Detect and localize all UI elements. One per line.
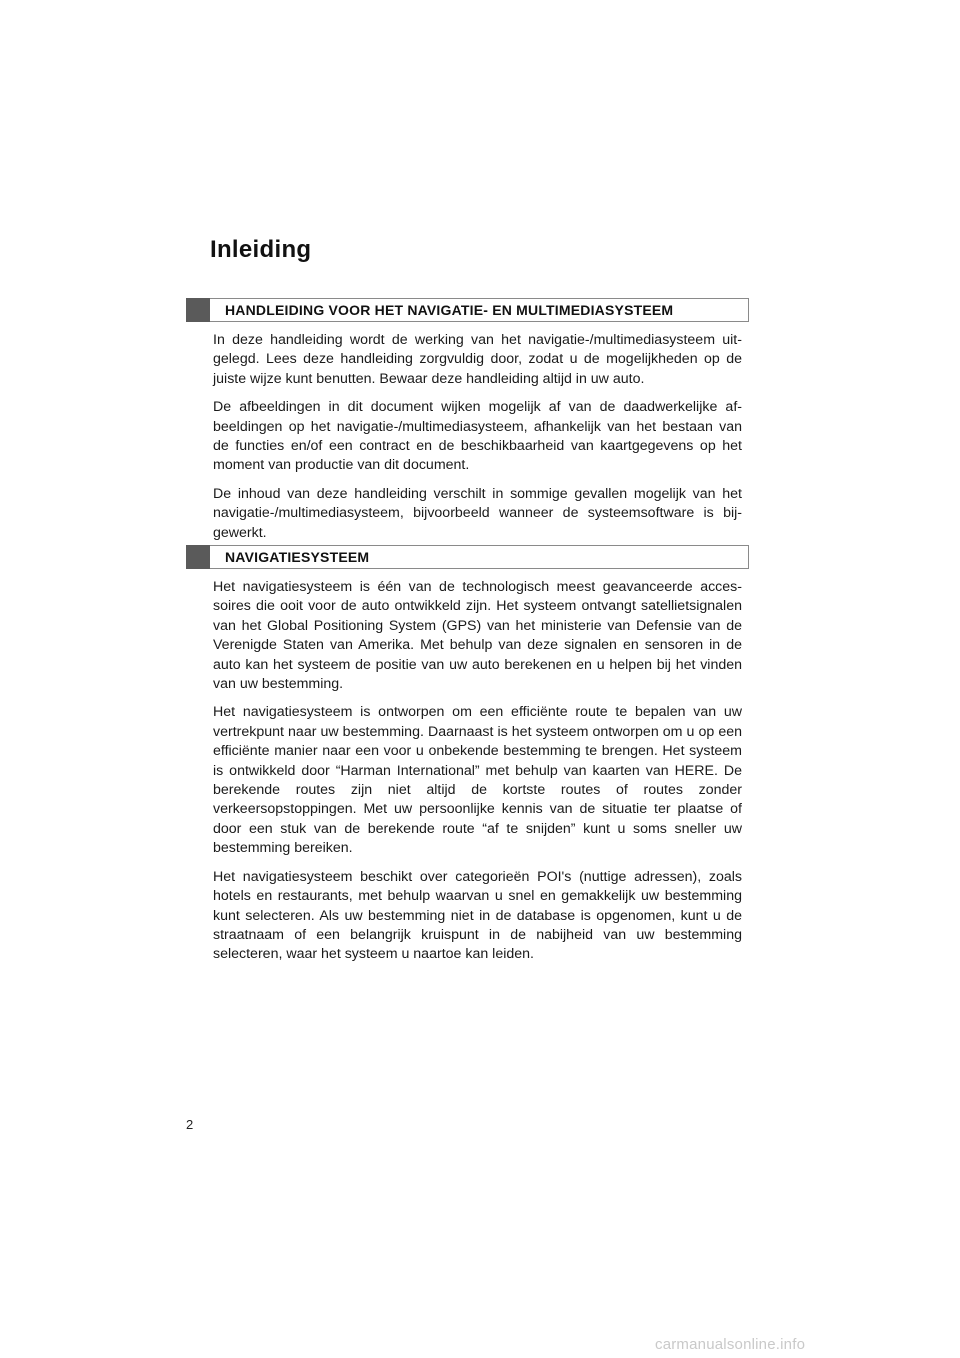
paragraph: Het navigatiesysteem is één van de technologisch meest geavanceerde accessoires die ooit voor de auto ontwikkeld zijn. Het systeem ontvangt satellietsignalen van het Global Positioning System (GPS) van het ministerie van Defensie van de Verenigde Staten van Amerika. Met behulp van deze signalen en sensoren in de auto kan het systeem de positie van uw auto berekenen en u helpen bij het vinden van uw bestemming. (213, 579, 742, 693)
section-marker (186, 298, 210, 322)
section-header-navigation (186, 545, 749, 569)
paragraph: De inhoud van deze handleiding verschilt in sommige gevallen mogelijk van het navigatie-/multimediasysteem, bijvoorbeeld wanneer de systeemsoftware is bijgewerkt. (213, 485, 742, 541)
paragraph: De afbeeldingen in dit document wijken mogelijk af van de daadwerkelijke afbeeldingen op het navigatie-/multimediasysteem, afhankelijk van het bestaan van de functies en/of een contract en de beschikbaarheid van kaartgegevens op het moment van productie van dit document. (213, 399, 742, 474)
section-header-manual (186, 298, 749, 322)
section-heading-navigation: NAVIGATIESYSTEEM (225, 549, 370, 565)
paragraph: In deze handleiding wordt de werking van het navigatie-/multimediasysteem uitgelegd. Lees deze handleiding zorgvuldig door, zodat u de mogelijkheden op de juiste wijze kunt benutten. Bewaar deze handleiding altijd in uw auto. (213, 332, 742, 387)
page-title: Inleiding (210, 236, 312, 263)
section-body-navigation (213, 578, 742, 974)
paragraph: Het navigatiesysteem is ontworpen om een efficiënte route te bepalen van uw vertrekpunt naar uw bestemming. Daarnaast is het systeem ontworpen om u op een efficiënte manier naar een voor u onbekende bestemming te brengen. Het systeem is ontwikkeld door “Harman International” met behulp van kaarten van HERE. De berekende routes zijn niet altijd de kortste routes of routes zonder verkeersopstoppingen. Met uw persoonlijke kennis van de situatie ter plaatse of door een stuk van de berekende route “af te snijden” kunt u soms sneller uw bestemming bereiken. (213, 704, 742, 857)
paragraph: Het navigatiesysteem beschikt over categorieën POI's (nuttige adressen), zoals hotels en restaurants, met behulp waarvan u snel en gemakkelijk uw bestemming kunt selecteren. Als uw bestemming niet in de database is opgenomen, kunt u de straatnaam of een belangrijk kruispunt in de nabijheid van uw bestemming selecteren, waar het systeem u naartoe kan leiden. (213, 868, 742, 963)
page-number: 2 (186, 1117, 194, 1132)
section-heading-manual: HANDLEIDING VOOR HET NAVIGATIE- EN MULTIMEDIASYSTEEM (225, 302, 674, 318)
watermark: carmanualsonline.info (655, 1336, 806, 1353)
section-marker (186, 545, 210, 569)
section-body-manual (213, 331, 742, 552)
